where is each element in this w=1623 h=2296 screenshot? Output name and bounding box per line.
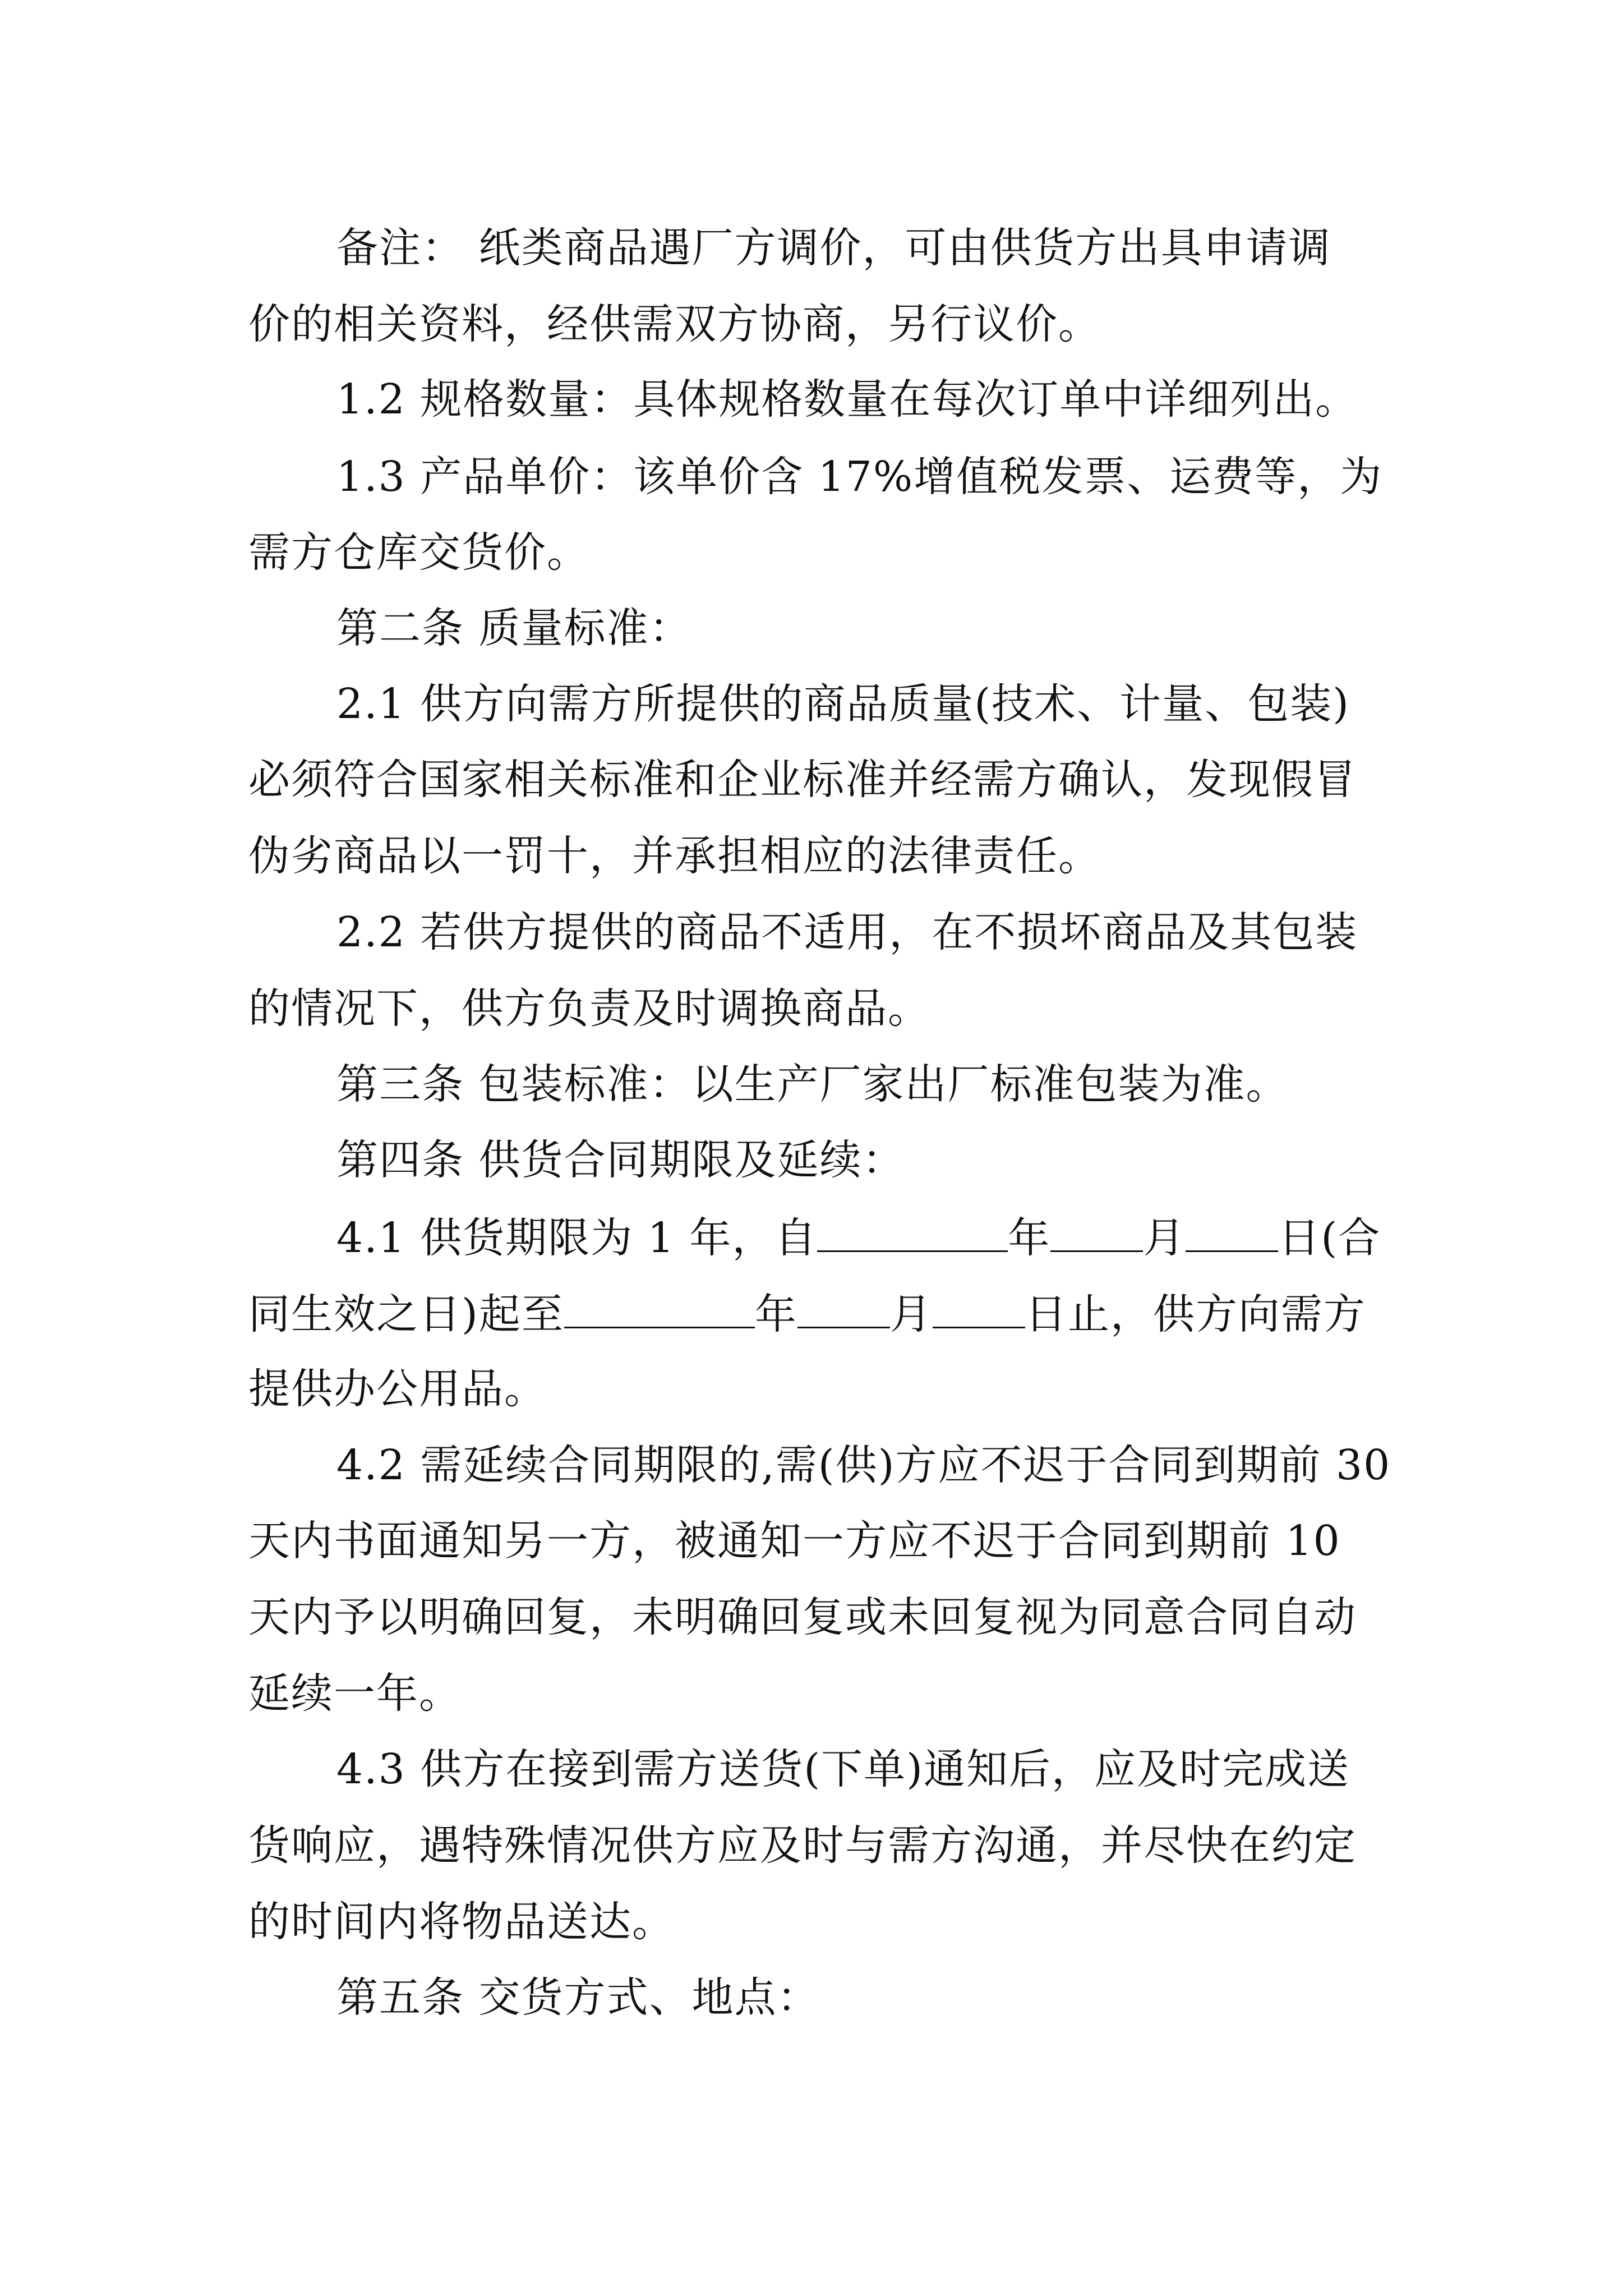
clause-4-1-line-1 bbox=[336, 1209, 1381, 1265]
clause-2-2-line-1: 2.2 若供方提供的商品不适用，在不损坏商品及其包装 bbox=[336, 908, 1358, 956]
clause-4-3-line-3: 的时间内将物品送达。 bbox=[248, 1898, 675, 1946]
blank-end-month bbox=[797, 1285, 890, 1328]
clause-1-3-line-2: 需方仓库交货价。 bbox=[248, 528, 589, 577]
article-2-heading: 第二条 质量标准： bbox=[336, 604, 692, 652]
clause-4-3-line-1: 4.3 供方在接到需方送货(下单)通知后，应及时完成送 bbox=[336, 1745, 1350, 1793]
article-3: 第三条 包装标准：以生产厂家出厂标准包装为准。 bbox=[336, 1060, 1289, 1108]
blank-month bbox=[1050, 1209, 1143, 1252]
clause-2-1-line-3: 伪劣商品以一罚十，并承担相应的法律责任。 bbox=[248, 832, 1101, 880]
clause-4-1-text-d: 日(合 bbox=[1278, 1214, 1381, 1262]
clause-1-3-line-1: 1.3 产品单价：该单价含 17%增值税发票、运费等，为 bbox=[336, 453, 1383, 501]
clause-4-1-text-h: 日止，供方向需方 bbox=[1025, 1290, 1366, 1338]
clause-4-3-line-2: 货响应，遇特殊情况供方应及时与需方沟通，并尽快在约定 bbox=[248, 1821, 1357, 1870]
clause-4-1-text-b: 年 bbox=[1008, 1214, 1051, 1262]
note-line-1: 备注： 纸类商品遇厂方调价，可由供货方出具申请调 bbox=[336, 224, 1331, 272]
clause-4-1-line-3: 提供办公用品。 bbox=[248, 1365, 547, 1413]
clause-4-1-text-e: 同生效之日)起至 bbox=[248, 1290, 564, 1338]
note-line-2: 价的相关资料，经供需双方协商，另行议价。 bbox=[248, 300, 1101, 348]
clause-2-2-line-2: 的情况下，供方负责及时调换商品。 bbox=[248, 984, 930, 1033]
clause-4-2-line-4: 延续一年。 bbox=[248, 1669, 462, 1718]
blank-year bbox=[817, 1209, 1008, 1252]
clause-1-2: 1.2 规格数量：具体规格数量在每次订单中详细列出。 bbox=[336, 375, 1358, 424]
clause-2-1-line-2: 必须符合国家相关标准和企业标准并经需方确认，发现假冒 bbox=[248, 756, 1357, 804]
clause-4-2-line-1: 4.2 需延续合同期限的,需(供)方应不迟于合同到期前 30 bbox=[336, 1441, 1391, 1489]
clause-4-1-text-g: 月 bbox=[889, 1290, 933, 1338]
clause-4-2-line-2: 天内书面通知另一方，被通知一方应不迟于合同到期前 10 bbox=[248, 1517, 1341, 1565]
clause-2-1-line-1: 2.1 供方向需方所提供的商品质量(技术、计量、包装) bbox=[336, 680, 1350, 728]
article-5-heading: 第五条 交货方式、地点： bbox=[336, 1973, 820, 2022]
clause-4-1-text-f: 年 bbox=[754, 1290, 797, 1338]
clause-4-2-line-3: 天内予以明确回复，未明确回复或未回复视为同意合同自动 bbox=[248, 1593, 1357, 1641]
blank-end-day bbox=[933, 1285, 1025, 1328]
clause-4-1-text-c: 月 bbox=[1143, 1214, 1186, 1262]
blank-day bbox=[1186, 1209, 1278, 1252]
clause-4-1-text-a: 4.1 供货期限为 1 年，自 bbox=[336, 1214, 818, 1262]
blank-end-year bbox=[564, 1285, 755, 1328]
clause-4-1-line-2 bbox=[248, 1285, 1366, 1341]
article-4-heading: 第四条 供货合同期限及延续： bbox=[336, 1136, 905, 1184]
